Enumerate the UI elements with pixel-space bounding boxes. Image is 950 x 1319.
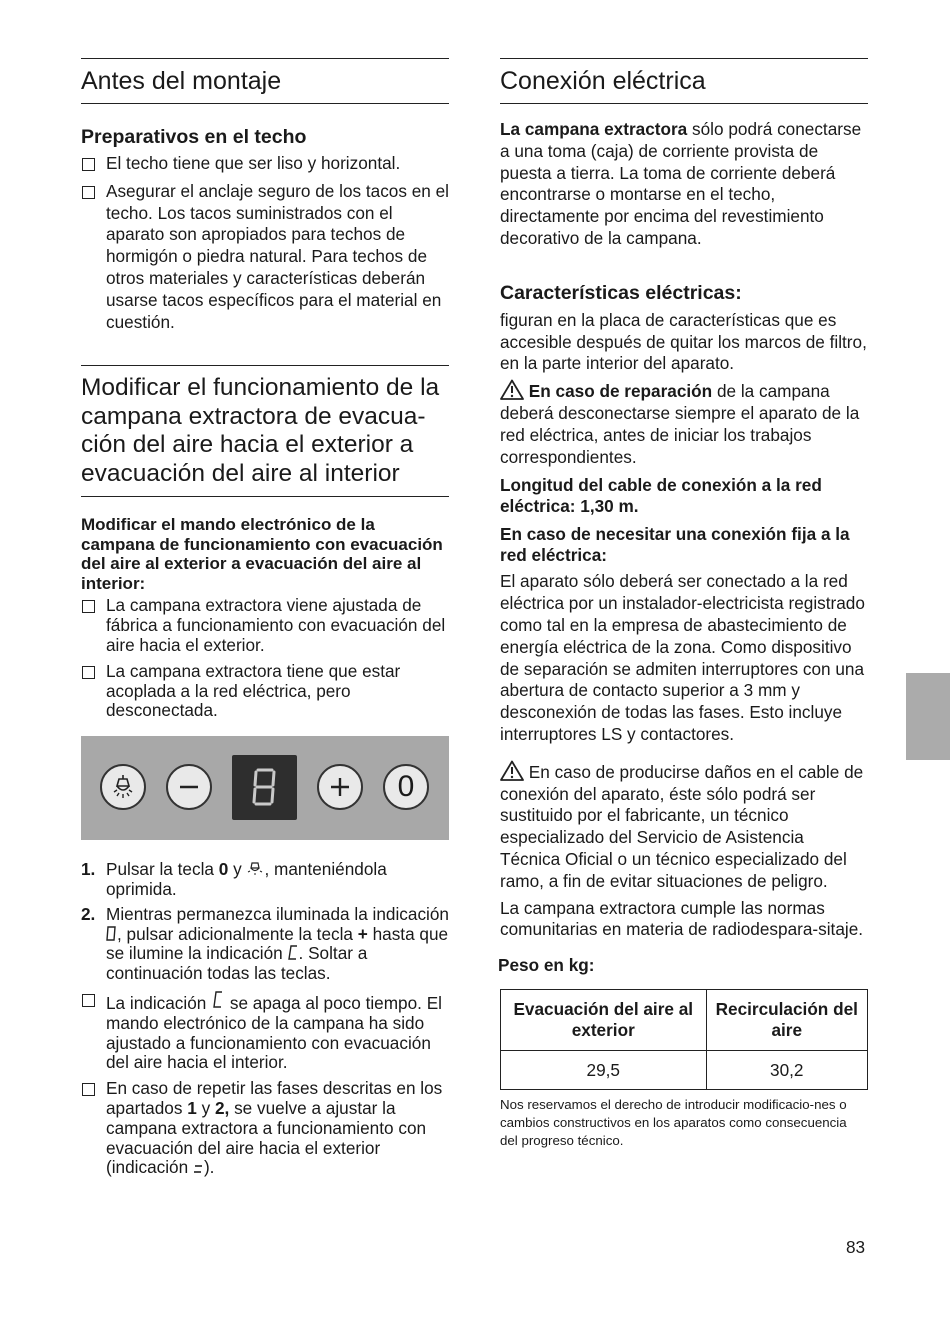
paragraph-reparacion: En caso de reparación de la campana deberá desconectarse siempre el aparato de la red eléctrica, antes de iniciar los trabajos correspondientes. [500,381,860,467]
paragraph-danos-cable: En caso de producirse daños en el cable de conexión del aparato, éste sólo podrá ser sustituido por el fabricante, un técnico especializado del Servicio de Asistencia Técnica Oficial o un técnico especializado del ramo, a fin de evitar situaciones de peligro. [500,761,864,891]
step-number: 2. [81,903,96,924]
paragraph-normas: La campana extractora cumple las normas comunitarias en materia de radiodespara-sitaje. [500,897,864,940]
checklist-item: La indicación se apaga al poco tiempo. El mando electrónico de la campana ha sido ajustado a funcionamiento con evacuación del aire hacia el interior. [81,990,449,1073]
checklist-item: El techo tiene que ser liso y horizontal. [81,153,449,175]
left-column [81,58,449,1178]
step-1: 1. Pulsar la tecla 0 y , manteniéndola oprimida. [81,859,387,899]
light-icon [246,860,264,876]
heading-antes-del-montaje: Antes del montaje [81,58,449,104]
table-cell-recirculacion: 30,2 [706,1051,867,1090]
plus-button [317,764,363,810]
level-display [232,755,297,820]
segment-0-icon [106,925,117,942]
table-header-recirculacion: Recirculación del aire [706,990,867,1051]
paragraph-instalador: El aparato sólo deberá ser conectado a la red eléctrica por un instalador-electricista registrado como tal en la empresa de abastecimiento de energía eléctrica de la zona. Como dispositivo de separación se admiten interruptores con una abertura de contacto superior a 3 mm y desconexión de todas las fases. Esto incluye interruptores LS y contactores. [500,571,865,744]
subheading-longitud-cable: Longitud del cable de conexión a la red eléctrica: 1,30 m. [500,475,822,517]
checklist-item: En caso de repetir las fases descritas en los apartados 1 y 2, se vuelve a ajustar la campana extractora a funcionamiento con evacuación del aire hacia el exterior (indicación ). [81,1079,449,1178]
checkbox-icon [82,1083,95,1096]
plus-icon [325,772,355,802]
table-cell-evacuacion: 29,5 [501,1051,707,1090]
checkbox-icon [82,994,95,1007]
checklist-item: La campana extractora tiene que estar acoplada a la red eléctrica, pero desconectada. [81,662,449,721]
checkbox-icon [82,600,95,613]
minus-icon [174,772,204,802]
subheading-peso: Peso en kg: [498,955,595,976]
weight-table [500,989,868,1090]
warning-icon [500,760,524,781]
footnote: Nos reservamos el derecho de introducir modificacio-nes o cambios constructivos en los aparatos como consecuencia del progreso técnico. [500,1097,847,1149]
subheading-caracteristicas: Características eléctricas: [500,281,742,304]
checklist-item: La campana extractora viene ajustada de fábrica a funcionamiento con evacuación del aire hacia el exterior. [81,596,449,655]
off-label: 0 [397,770,415,804]
light-icon [108,772,138,802]
segment-c-icon [211,990,225,1010]
checkbox-icon [82,666,95,679]
minus-button [166,764,212,810]
segment-c-icon [288,944,299,961]
step-number: 1. [81,859,96,880]
checkbox-icon [82,158,95,171]
table-header-evacuacion: Evacuación del aire al exterior [501,990,707,1051]
light-button [100,764,146,810]
warning-icon [500,379,524,400]
checklist-item: Asegurar el anclaje seguro de los tacos en el techo. Los tacos suministrados con el aparato son apropiados para techos de hormigón o piedra natural. Para techos de otros materiales y características deberán usarse tacos específicos para el material en cuestión. [81,181,449,334]
paragraph-toma: La campana extractora sólo podrá conectarse a una toma (caja) de corriente provista de puesta a tierra. La toma de corriente deberá encontrarse o montarse en el techo, directamente por encima del revestimiento decorativo de la campana. [500,119,862,248]
subheading-conexion-fija: En caso de necesitar una conexión fija a la red eléctrica: [500,524,850,566]
step-2: 2. Mientras permanezca iluminada la indicación , pulsar adicionalmente la tecla + hasta que se ilumine la indicación . Soltar a continuación todas las teclas. [81,903,449,984]
seven-segment-digit [232,755,297,820]
off-button [383,764,429,810]
paragraph-placa: figuran en la placa de características que es accesible después de quitar los marcos de filtro, en la parte interior del aparato. [500,309,867,374]
section-tab-marker [906,673,950,760]
segment-dash-icon [193,1158,204,1175]
control-panel-illustration [81,736,449,840]
subheading-preparativos: Preparativos en el techo [81,126,307,148]
checkbox-icon [82,186,95,199]
heading-conexion-electrica: Conexión eléctrica [500,58,868,104]
right-column [500,58,868,1150]
page-number: 83 [846,1237,866,1257]
subheading-modificar-mando: Modificar el mando electrónico de la campana de funcionamiento con evacuación del aire al exterior a evacuación del aire al interior: [81,515,443,593]
heading-modificar-funcionamiento: Modificar el funcionamiento de la campana extractora de evacua-ción del aire hacia el exterior a evacuación del aire al interior [81,365,449,497]
